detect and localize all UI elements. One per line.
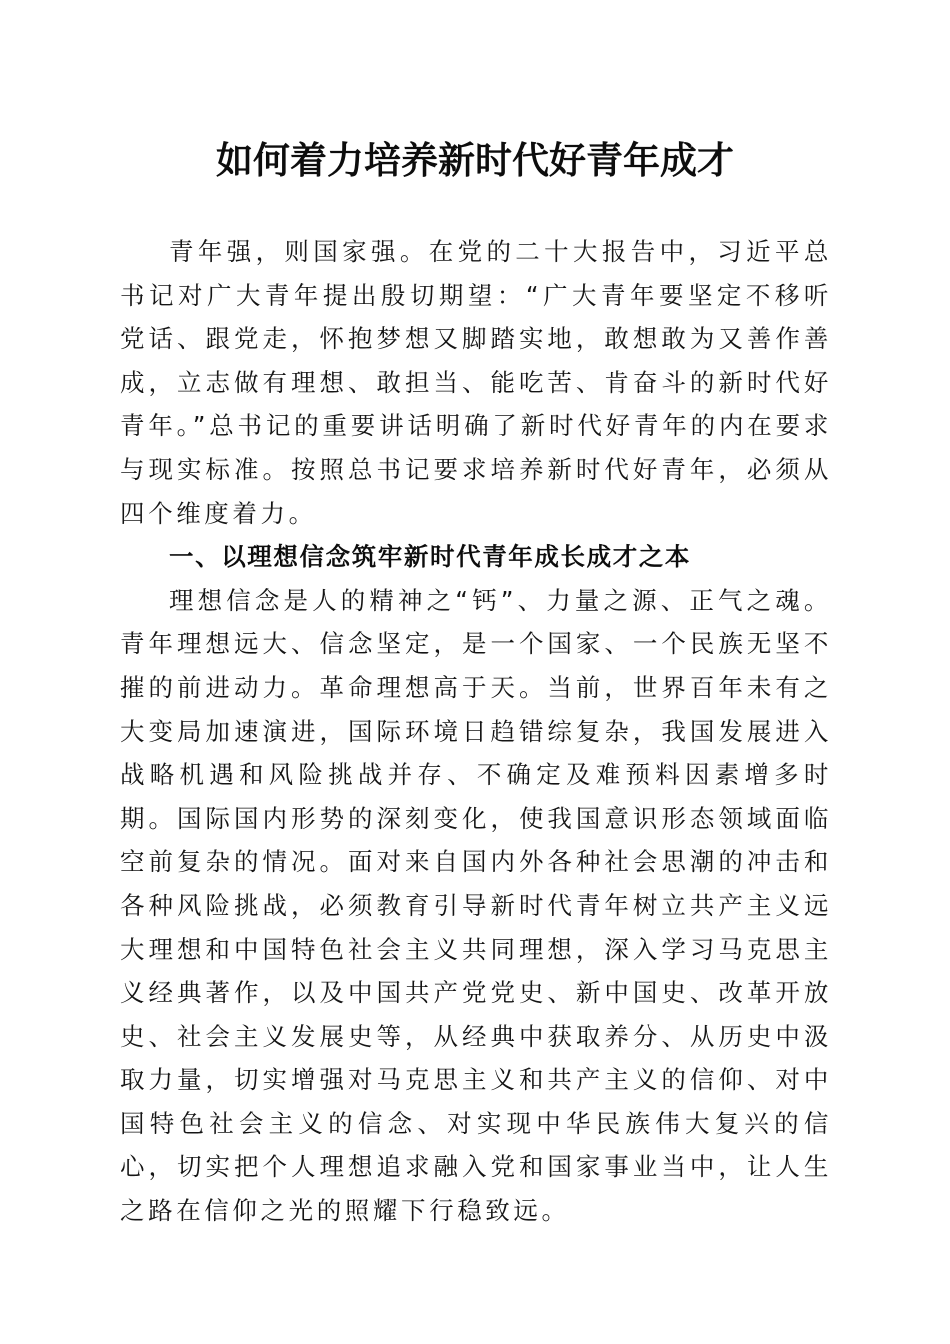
section-heading-1: 一、以理想信念筑牢新时代青年成长成才之本	[169, 542, 691, 572]
document-body	[120, 230, 832, 1233]
intro-paragraph: 青年强，则国家强。在党的二十大报告中，习近平总书记对广大青年提出殷切期望：“广大青年要坚定不移听党话、跟党走，怀抱梦想又脚踏实地，敢想敢为又善作善成，立志做有理想、敢担当、能吃苦、肯奋斗的新时代好青年。”总书记的重要讲话明确了新时代好青年的内在要求与现实标准。按照总书记要求培养新时代好青年，必须从四个维度着力。	[120, 237, 832, 528]
section-1-paragraph: 理想信念是人的精神之“钙”、力量之源、正气之魂。青年理想远大、信念坚定，是一个国家、一个民族无坚不摧的前进动力。革命理想高于天。当前，世界百年未有之大变局加速演进，国际环境日趋错综复杂，我国发展进入战略机遇和风险挑战并存、不确定及难预料因素增多时期。国际国内形势的深刻变化，使我国意识形态领域面临空前复杂的情况。面对来自国内外各种社会思潮的冲击和各种风险挑战，必须教育引导新时代青年树立共产主义远大理想和中国特色社会主义共同理想，深入学习马克思主义经典著作，以及中国共产党党史、新中国史、改革开放史、社会主义发展史等，从经典中获取养分、从历史中汲取力量，切实增强对马克思主义和共产主义的信仰、对中国特色社会主义的信念、对实现中华民族伟大复兴的信心，切实把个人理想追求融入党和国家事业当中，让人生之路在信仰之光的照耀下行稳致远。	[120, 585, 832, 1226]
document-title: 如何着力培养新时代好青年成才	[216, 138, 734, 182]
